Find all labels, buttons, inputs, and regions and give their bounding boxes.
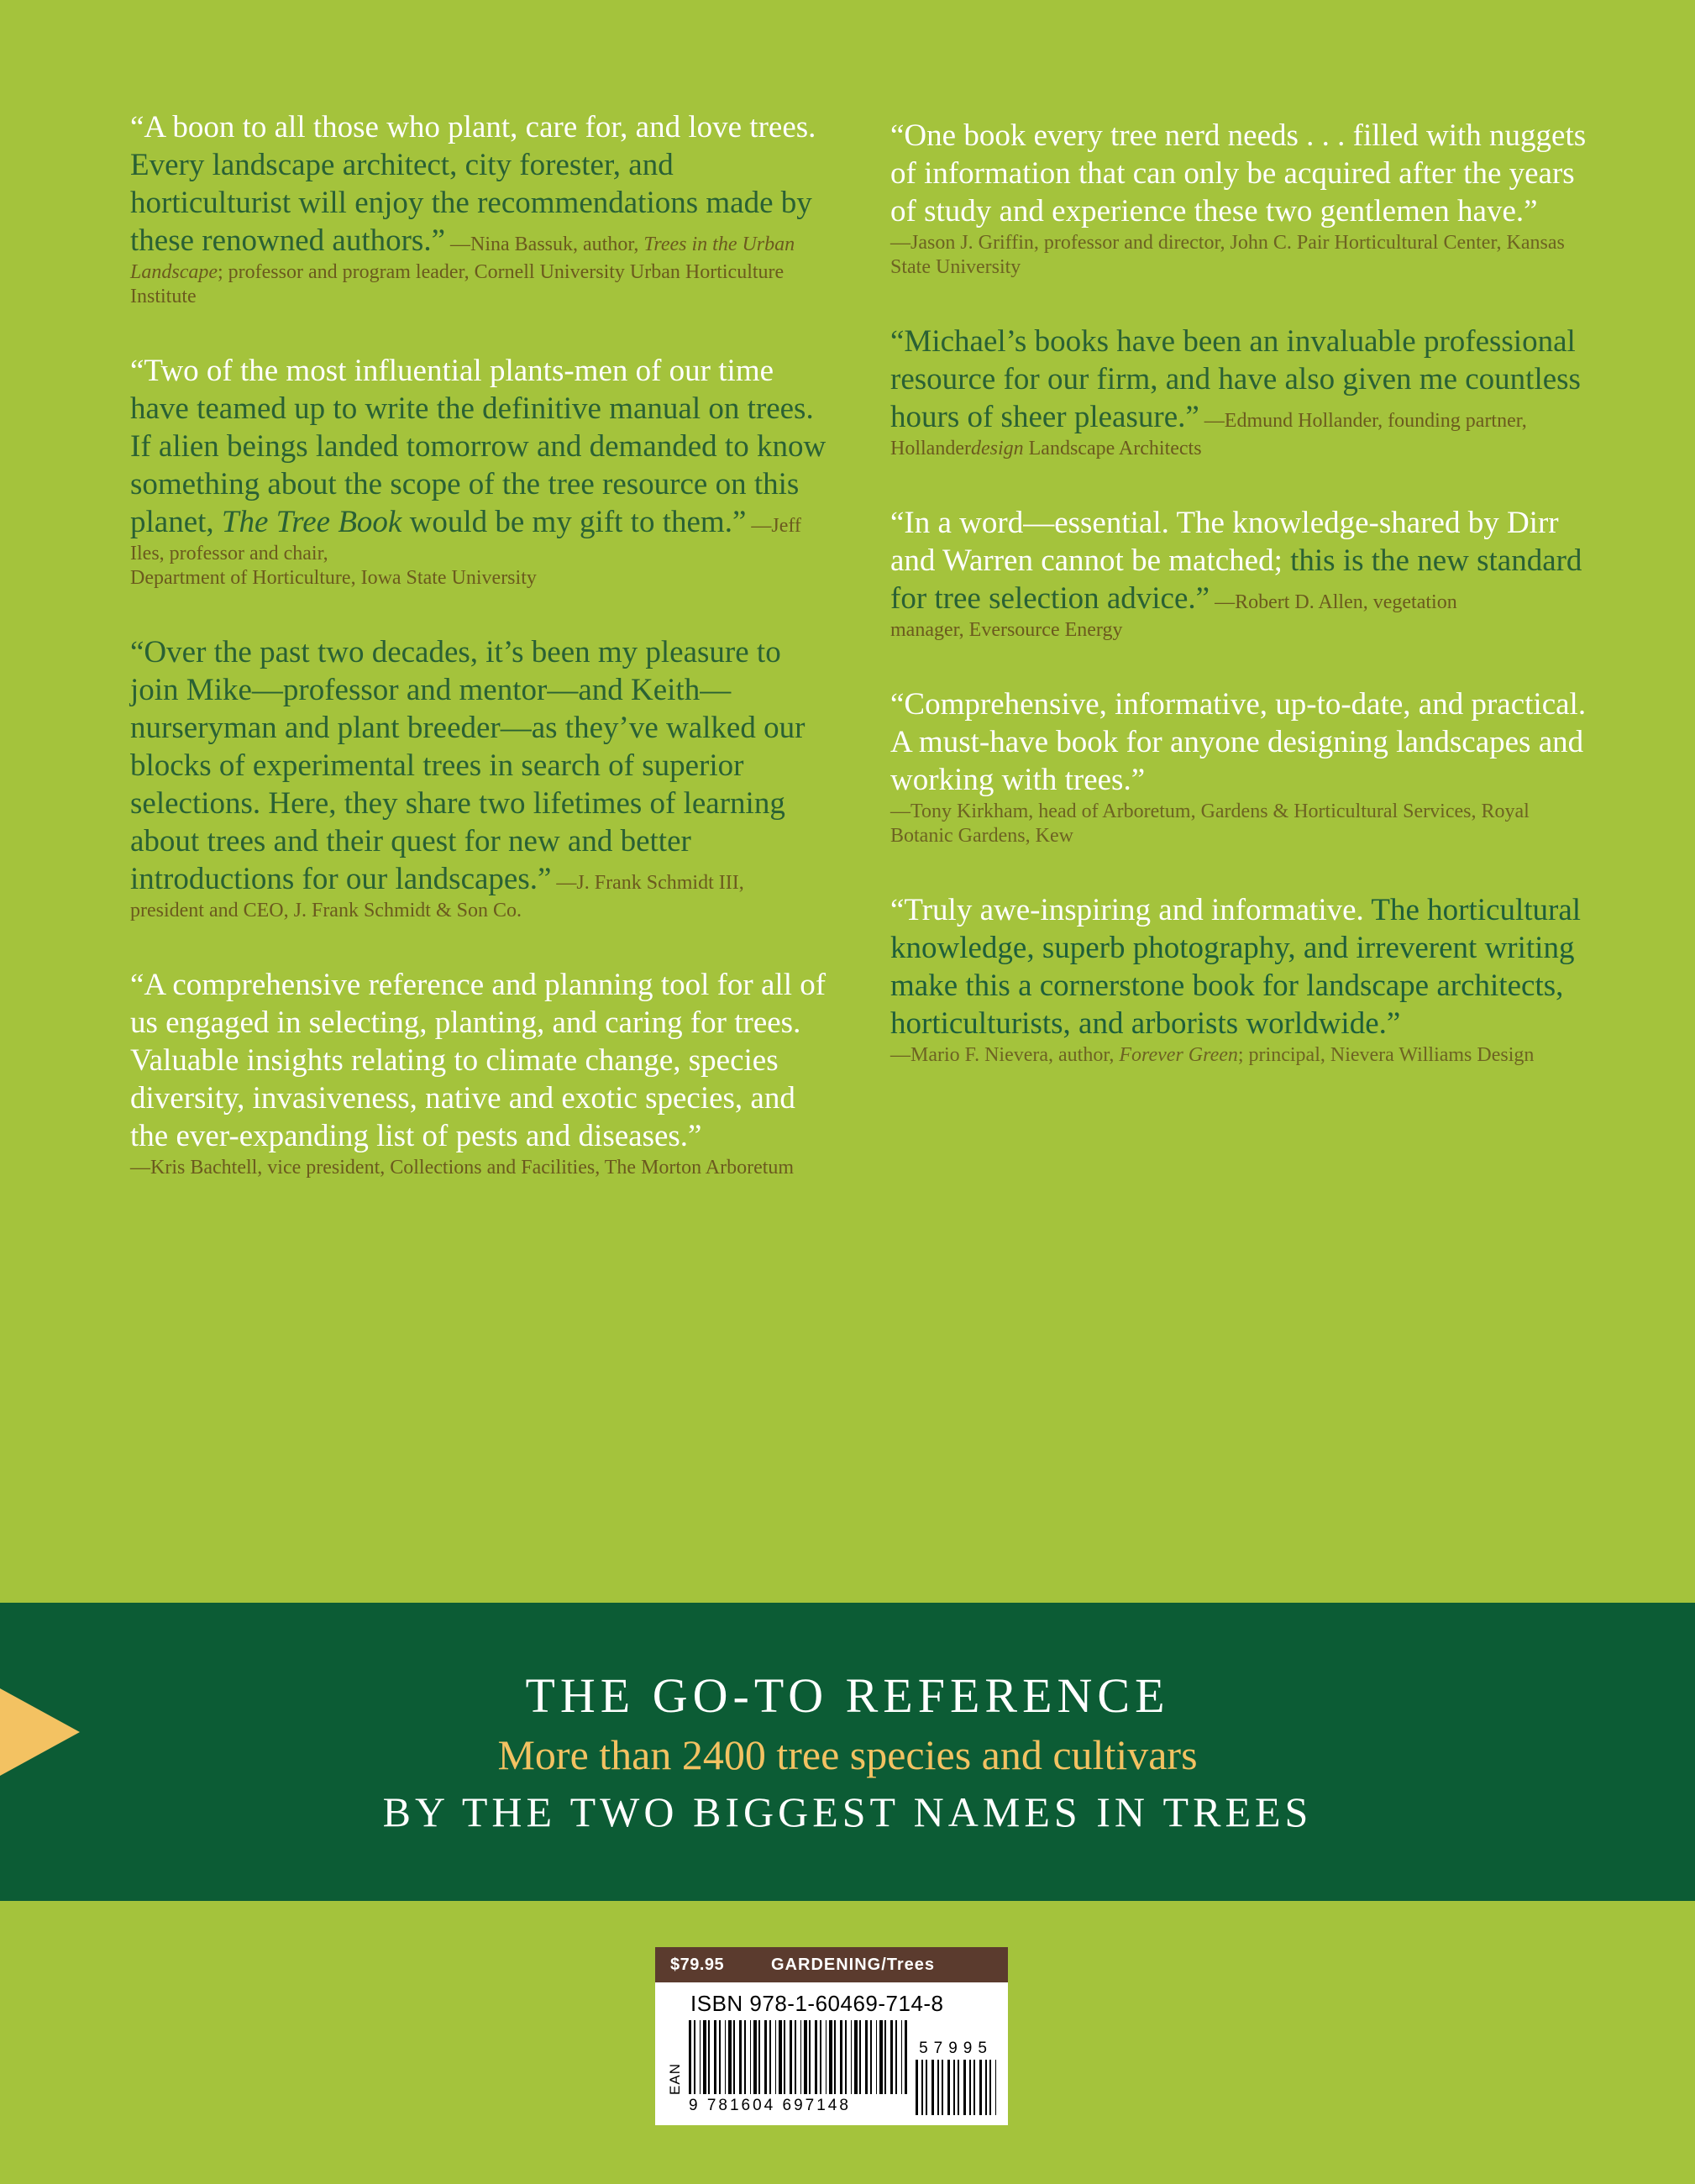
barcode-main bbox=[689, 2020, 907, 2115]
quote-lead: “Michael’s books have been an invaluable professional resource for our firm, and have also given me countless hours of sheer pleasure.” bbox=[890, 324, 1581, 435]
blurb-quote bbox=[890, 892, 1587, 1068]
quote-attribution: —Kris Bachtell, vice president, Collections and Facilities, The Morton Arboretum bbox=[130, 1156, 795, 1179]
quote-attribution: —Mario F. Nievera, author, bbox=[890, 1044, 1120, 1067]
barcode-addon-digits: 57995 bbox=[919, 2040, 993, 2057]
quote-attribution-italic: design bbox=[970, 438, 1024, 460]
quote-lead: “One book every tree nerd needs . . . filled with nuggets of information that can only be acquired after the years of study and experience these two gentlemen have.” bbox=[890, 118, 1587, 228]
banner-headline: THE GO-TO REFERENCE bbox=[525, 1668, 1170, 1723]
quote-attribution-tail: ; professor and program leader, Cornell University Urban Horticulture Institute bbox=[130, 260, 785, 307]
quote-lead: “Two of the most influential plants-men of our time bbox=[130, 354, 774, 389]
banner-subheadline: More than 2400 tree species and cultivars bbox=[497, 1731, 1198, 1778]
quote-lead: “Truly awe-inspiring and informative. bbox=[890, 893, 1364, 928]
blurb-column-right bbox=[890, 109, 1587, 1603]
barcode-bars bbox=[689, 2020, 907, 2094]
quote-attribution: Hollander bbox=[890, 438, 971, 460]
blurb-quote bbox=[130, 634, 827, 923]
blurb-quote bbox=[890, 118, 1587, 280]
blurb-column-left bbox=[130, 109, 827, 1603]
quote-attribution: —Tony Kirkham, head of Arboretum, Gardens & Horticultural Services, Royal Botanic Gardens, Kew bbox=[890, 801, 1530, 848]
quote-body: The horticultural knowledge, superb photography, and irreverent writing make this a cornerstone book for landscape architects, horticulturists, and arborists worldwide.” bbox=[890, 893, 1582, 1042]
barcode-bars-area bbox=[655, 2020, 1008, 2125]
quote-attribution: —Jason J. Griffin, professor and director, John C. Pair Horticultural Center, Kansas State University bbox=[890, 231, 1565, 279]
quote-attribution-inline: —Robert D. Allen, vegetation bbox=[1210, 591, 1457, 614]
quote-body: Every landscape architect, city forester, and horticulturist will enjoy the recommendations made by these renowned authors.” bbox=[130, 147, 812, 258]
quote-body-italic: The Tree Book bbox=[221, 504, 402, 539]
quote-body: have teamed up to write the definitive manual on trees. If alien beings landed tomorrow and demanded to know something about the scope of the tree resource on this planet, bbox=[130, 391, 827, 539]
quote-lead: “Comprehensive, informative, up-to-date, and practical. A must-have book for anyone designing landscapes and working with trees.” bbox=[890, 687, 1587, 798]
quote-attribution-tail: Landscape Architects bbox=[1023, 438, 1202, 460]
go-to-reference-banner bbox=[0, 1603, 1695, 1901]
barcode-digits: 9 781604 697148 bbox=[689, 2097, 851, 2114]
blurb-quote bbox=[130, 353, 827, 591]
quote-attribution: president and CEO, J. Frank Schmidt & Son Co. bbox=[130, 899, 522, 921]
blurb-quote bbox=[130, 967, 827, 1180]
quote-attribution-italic: Trees in the Urban Landscape bbox=[130, 233, 795, 283]
quote-lead: “A boon to all those who plant, care for, and love trees. bbox=[130, 110, 816, 144]
banner-tagline: BY THE TWO BIGGEST NAMES IN TREES bbox=[382, 1788, 1313, 1835]
price-category-bar bbox=[655, 1947, 1008, 1982]
blurb-quote bbox=[130, 109, 827, 309]
quote-attribution-inline: —Nina Bassuk, author, bbox=[445, 233, 644, 255]
quote-body: “Over the past two decades, it’s been my pleasure to join Mike—professor and mentor—and Keith—nurseryman and plant breeder—as they’ve walked our blocks of experimental trees in search of superior selections. Here, they share two lifetimes of learning about trees and their quest for new and better introductions for our landscapes.” bbox=[130, 635, 806, 896]
quote-lead: “A comprehensive reference and planning tool for all of us engaged in selecting, planting, and caring for trees. bbox=[130, 968, 827, 1040]
barcode-addon bbox=[916, 2040, 996, 2115]
category-label: GARDENING/Trees bbox=[771, 1955, 936, 1974]
quote-body-tail: would be my gift to them.” bbox=[401, 504, 747, 539]
blurb-quote bbox=[890, 686, 1587, 848]
quote-lead: “In a word—essential. The knowledge-shared by Dirr and Warren cannot be matched; bbox=[890, 506, 1559, 579]
quote-attribution-inline: —Edmund Hollander, founding partner, bbox=[1199, 410, 1527, 433]
quote-attribution-italic: Forever Green bbox=[1119, 1044, 1238, 1067]
blurb-quote bbox=[890, 505, 1587, 643]
quote-body: this is the new standard for tree selection advice.” bbox=[890, 543, 1582, 617]
quote-attribution-tail: ; principal, Nievera Williams Design bbox=[1237, 1044, 1535, 1067]
barcode-addon-bars bbox=[916, 2060, 996, 2115]
arrow-icon bbox=[0, 1688, 80, 1776]
quote-attribution: manager, Eversource Energy bbox=[890, 619, 1123, 642]
quote-body: Valuable insights relating to climate change, species diversity, invasiveness, native and exotic species, and the ever-expanding list of pests and diseases.” bbox=[130, 1042, 795, 1153]
barcode-block bbox=[655, 1947, 1008, 2125]
blurb-quote bbox=[890, 323, 1587, 461]
quote-attribution: Department of Horticulture, Iowa State University bbox=[130, 567, 537, 590]
isbn-label: ISBN 978-1-60469-714-8 bbox=[690, 1991, 944, 2016]
quote-attribution-inline: —Jeff Iles, professor and chair, bbox=[130, 514, 801, 564]
price-label: $79.95 bbox=[670, 1955, 725, 1974]
quote-attribution-inline: —J. Frank Schmidt III, bbox=[551, 871, 744, 894]
ean-label: EAN bbox=[667, 2063, 683, 2095]
